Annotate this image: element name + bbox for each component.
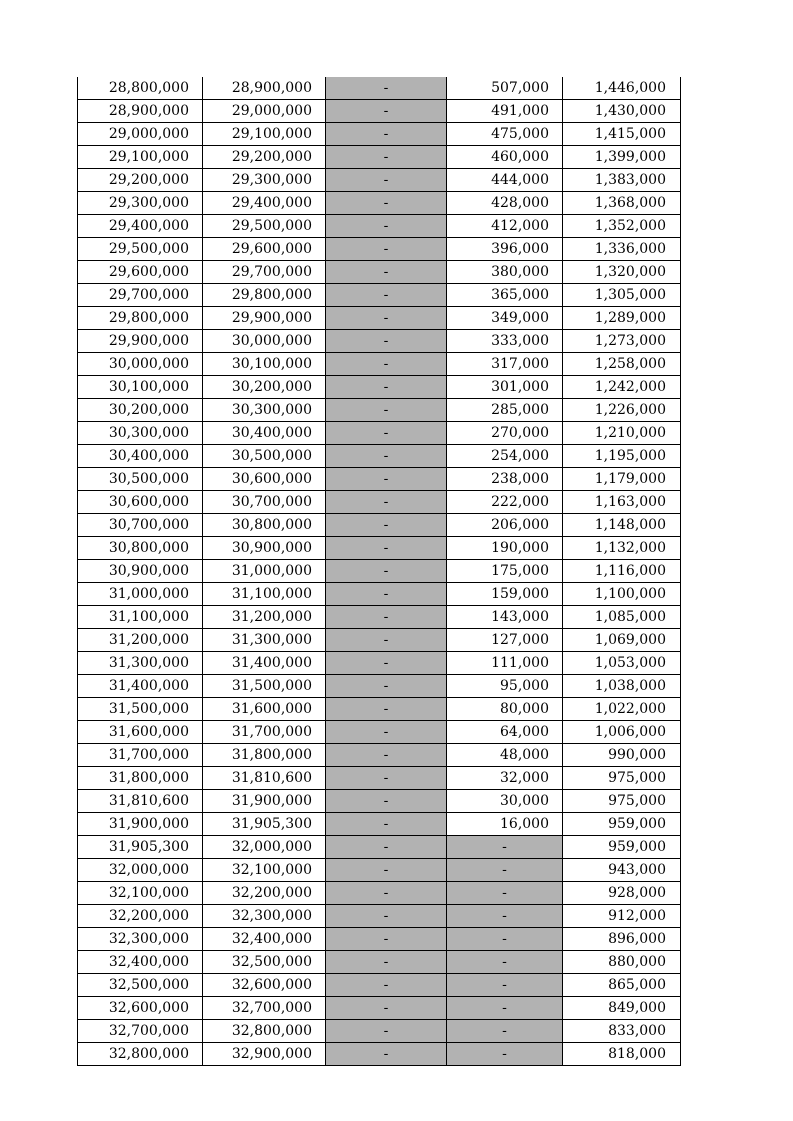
column-4-cell: -	[447, 951, 563, 974]
column-4-cell: -	[447, 905, 563, 928]
table-row	[78, 652, 681, 675]
range-from-cell: 31,810,600	[78, 790, 203, 813]
range-to-cell: 32,400,000	[203, 928, 326, 951]
column-4-cell: 159,000	[447, 583, 563, 606]
range-from-cell: 30,600,000	[78, 491, 203, 514]
column-4-cell: 238,000	[447, 468, 563, 491]
column-5-cell: 1,289,000	[563, 307, 681, 330]
range-to-cell: 31,905,300	[203, 813, 326, 836]
range-from-cell: 29,300,000	[78, 192, 203, 215]
column-3-cell: -	[326, 422, 447, 445]
column-3-cell: -	[326, 491, 447, 514]
table-row	[78, 882, 681, 905]
range-to-cell: 32,500,000	[203, 951, 326, 974]
table-row	[78, 468, 681, 491]
column-5-cell: 1,100,000	[563, 583, 681, 606]
column-3-cell: -	[326, 445, 447, 468]
column-5-cell: 1,383,000	[563, 169, 681, 192]
column-5-cell: 1,273,000	[563, 330, 681, 353]
column-3-cell: -	[326, 813, 447, 836]
column-4-cell: 64,000	[447, 721, 563, 744]
range-from-cell: 30,300,000	[78, 422, 203, 445]
range-from-cell: 32,000,000	[78, 859, 203, 882]
table-row	[78, 100, 681, 123]
range-to-cell: 31,400,000	[203, 652, 326, 675]
range-to-cell: 29,900,000	[203, 307, 326, 330]
range-to-cell: 32,800,000	[203, 1020, 326, 1043]
column-3-cell: -	[326, 997, 447, 1020]
range-to-cell: 32,200,000	[203, 882, 326, 905]
column-5-cell: 1,022,000	[563, 698, 681, 721]
range-to-cell: 30,100,000	[203, 353, 326, 376]
column-5-cell: 975,000	[563, 767, 681, 790]
column-5-cell: 1,399,000	[563, 146, 681, 169]
table-row	[78, 606, 681, 629]
column-5-cell: 959,000	[563, 813, 681, 836]
column-3-cell: -	[326, 468, 447, 491]
range-from-cell: 31,300,000	[78, 652, 203, 675]
column-5-cell: 1,195,000	[563, 445, 681, 468]
column-4-cell: 48,000	[447, 744, 563, 767]
range-to-cell: 31,800,000	[203, 744, 326, 767]
table-row	[78, 1020, 681, 1043]
column-5-cell: 849,000	[563, 997, 681, 1020]
column-4-cell: 460,000	[447, 146, 563, 169]
column-4-cell: 285,000	[447, 399, 563, 422]
column-4-cell: 396,000	[447, 238, 563, 261]
column-5-cell: 975,000	[563, 790, 681, 813]
table-row	[78, 767, 681, 790]
range-to-cell: 30,600,000	[203, 468, 326, 491]
column-5-cell: 959,000	[563, 836, 681, 859]
column-5-cell: 1,305,000	[563, 284, 681, 307]
column-5-cell: 943,000	[563, 859, 681, 882]
column-5-cell: 818,000	[563, 1043, 681, 1066]
table-row	[78, 422, 681, 445]
column-4-cell: 317,000	[447, 353, 563, 376]
table-row	[78, 675, 681, 698]
table-row	[78, 836, 681, 859]
column-5-cell: 833,000	[563, 1020, 681, 1043]
column-3-cell: -	[326, 1043, 447, 1066]
range-to-cell: 31,900,000	[203, 790, 326, 813]
column-3-cell: -	[326, 353, 447, 376]
column-3-cell: -	[326, 583, 447, 606]
range-to-cell: 30,000,000	[203, 330, 326, 353]
table-row	[78, 77, 681, 100]
range-from-cell: 28,800,000	[78, 77, 203, 100]
column-3-cell: -	[326, 790, 447, 813]
range-from-cell: 32,100,000	[78, 882, 203, 905]
column-4-cell: 95,000	[447, 675, 563, 698]
table-row	[78, 330, 681, 353]
range-to-cell: 29,200,000	[203, 146, 326, 169]
range-to-cell: 30,300,000	[203, 399, 326, 422]
table-row	[78, 859, 681, 882]
range-from-cell: 29,400,000	[78, 215, 203, 238]
column-5-cell: 1,352,000	[563, 215, 681, 238]
column-5-cell: 1,430,000	[563, 100, 681, 123]
range-from-cell: 31,905,300	[78, 836, 203, 859]
table-row	[78, 353, 681, 376]
range-to-cell: 29,400,000	[203, 192, 326, 215]
column-3-cell: -	[326, 721, 447, 744]
column-3-cell: -	[326, 330, 447, 353]
column-4-cell: 254,000	[447, 445, 563, 468]
column-3-cell: -	[326, 77, 447, 100]
table-row	[78, 698, 681, 721]
range-to-cell: 31,700,000	[203, 721, 326, 744]
column-5-cell: 1,053,000	[563, 652, 681, 675]
range-to-cell: 29,300,000	[203, 169, 326, 192]
column-4-cell: 507,000	[447, 77, 563, 100]
column-4-cell: 16,000	[447, 813, 563, 836]
column-3-cell: -	[326, 698, 447, 721]
range-to-cell: 30,200,000	[203, 376, 326, 399]
column-3-cell: -	[326, 629, 447, 652]
range-from-cell: 31,100,000	[78, 606, 203, 629]
column-3-cell: -	[326, 882, 447, 905]
range-from-cell: 30,400,000	[78, 445, 203, 468]
column-3-cell: -	[326, 905, 447, 928]
column-4-cell: 143,000	[447, 606, 563, 629]
column-4-cell: 175,000	[447, 560, 563, 583]
column-5-cell: 1,242,000	[563, 376, 681, 399]
column-5-cell: 1,038,000	[563, 675, 681, 698]
table-row	[78, 974, 681, 997]
column-3-cell: -	[326, 560, 447, 583]
range-to-cell: 30,900,000	[203, 537, 326, 560]
column-4-cell: 365,000	[447, 284, 563, 307]
column-4-cell: 32,000	[447, 767, 563, 790]
range-from-cell: 28,900,000	[78, 100, 203, 123]
table-row	[78, 192, 681, 215]
column-5-cell: 1,132,000	[563, 537, 681, 560]
range-to-cell: 29,000,000	[203, 100, 326, 123]
table-row	[78, 514, 681, 537]
table-row	[78, 721, 681, 744]
table-row	[78, 560, 681, 583]
table-row	[78, 491, 681, 514]
column-5-cell: 990,000	[563, 744, 681, 767]
column-4-cell: 333,000	[447, 330, 563, 353]
column-4-cell: 190,000	[447, 537, 563, 560]
range-from-cell: 30,100,000	[78, 376, 203, 399]
range-to-cell: 31,810,600	[203, 767, 326, 790]
column-5-cell: 912,000	[563, 905, 681, 928]
column-3-cell: -	[326, 514, 447, 537]
column-3-cell: -	[326, 146, 447, 169]
column-3-cell: -	[326, 974, 447, 997]
table-row	[78, 169, 681, 192]
column-3-cell: -	[326, 123, 447, 146]
column-4-cell: -	[447, 1020, 563, 1043]
column-5-cell: 1,368,000	[563, 192, 681, 215]
column-5-cell: 865,000	[563, 974, 681, 997]
column-3-cell: -	[326, 307, 447, 330]
column-4-cell: 127,000	[447, 629, 563, 652]
column-5-cell: 1,336,000	[563, 238, 681, 261]
table-row	[78, 261, 681, 284]
column-3-cell: -	[326, 376, 447, 399]
column-4-cell: -	[447, 882, 563, 905]
range-to-cell: 31,100,000	[203, 583, 326, 606]
column-5-cell: 1,320,000	[563, 261, 681, 284]
table-row	[78, 284, 681, 307]
column-5-cell: 1,446,000	[563, 77, 681, 100]
table-row	[78, 813, 681, 836]
range-from-cell: 32,800,000	[78, 1043, 203, 1066]
range-to-cell: 32,100,000	[203, 859, 326, 882]
column-4-cell: 222,000	[447, 491, 563, 514]
column-3-cell: -	[326, 652, 447, 675]
range-to-cell: 29,500,000	[203, 215, 326, 238]
range-to-cell: 29,800,000	[203, 284, 326, 307]
range-to-cell: 31,600,000	[203, 698, 326, 721]
range-from-cell: 30,900,000	[78, 560, 203, 583]
column-5-cell: 1,085,000	[563, 606, 681, 629]
column-3-cell: -	[326, 744, 447, 767]
table-row	[78, 537, 681, 560]
range-from-cell: 29,900,000	[78, 330, 203, 353]
column-5-cell: 880,000	[563, 951, 681, 974]
table-row	[78, 376, 681, 399]
column-3-cell: -	[326, 767, 447, 790]
range-to-cell: 30,400,000	[203, 422, 326, 445]
table-row	[78, 399, 681, 422]
range-from-cell: 31,800,000	[78, 767, 203, 790]
column-4-cell: 428,000	[447, 192, 563, 215]
range-from-cell: 31,400,000	[78, 675, 203, 698]
column-3-cell: -	[326, 192, 447, 215]
table-row	[78, 583, 681, 606]
table-row	[78, 146, 681, 169]
column-5-cell: 1,069,000	[563, 629, 681, 652]
table-row	[78, 445, 681, 468]
column-3-cell: -	[326, 399, 447, 422]
column-4-cell: 380,000	[447, 261, 563, 284]
table-row	[78, 215, 681, 238]
range-to-cell: 30,700,000	[203, 491, 326, 514]
tax-table	[77, 77, 681, 1066]
column-3-cell: -	[326, 951, 447, 974]
table-row	[78, 307, 681, 330]
table-row	[78, 238, 681, 261]
column-4-cell: -	[447, 859, 563, 882]
column-5-cell: 1,116,000	[563, 560, 681, 583]
column-3-cell: -	[326, 675, 447, 698]
column-3-cell: -	[326, 1020, 447, 1043]
range-to-cell: 31,300,000	[203, 629, 326, 652]
column-4-cell: 270,000	[447, 422, 563, 445]
range-to-cell: 32,000,000	[203, 836, 326, 859]
column-5-cell: 1,258,000	[563, 353, 681, 376]
column-3-cell: -	[326, 537, 447, 560]
column-3-cell: -	[326, 238, 447, 261]
range-to-cell: 32,700,000	[203, 997, 326, 1020]
column-3-cell: -	[326, 606, 447, 629]
column-4-cell: 349,000	[447, 307, 563, 330]
column-3-cell: -	[326, 836, 447, 859]
table-row	[78, 629, 681, 652]
range-from-cell: 31,000,000	[78, 583, 203, 606]
column-3-cell: -	[326, 215, 447, 238]
column-5-cell: 1,415,000	[563, 123, 681, 146]
range-from-cell: 29,800,000	[78, 307, 203, 330]
range-from-cell: 32,500,000	[78, 974, 203, 997]
range-from-cell: 29,500,000	[78, 238, 203, 261]
table-row	[78, 928, 681, 951]
table-row	[78, 790, 681, 813]
range-from-cell: 29,000,000	[78, 123, 203, 146]
range-from-cell: 30,200,000	[78, 399, 203, 422]
column-3-cell: -	[326, 928, 447, 951]
range-to-cell: 31,200,000	[203, 606, 326, 629]
column-4-cell: -	[447, 836, 563, 859]
column-5-cell: 896,000	[563, 928, 681, 951]
range-to-cell: 32,300,000	[203, 905, 326, 928]
range-to-cell: 31,000,000	[203, 560, 326, 583]
range-from-cell: 32,400,000	[78, 951, 203, 974]
column-4-cell: 206,000	[447, 514, 563, 537]
column-4-cell: -	[447, 974, 563, 997]
column-4-cell: 30,000	[447, 790, 563, 813]
column-4-cell: 444,000	[447, 169, 563, 192]
table-row	[78, 905, 681, 928]
column-5-cell: 1,226,000	[563, 399, 681, 422]
range-to-cell: 28,900,000	[203, 77, 326, 100]
range-to-cell: 31,500,000	[203, 675, 326, 698]
range-to-cell: 29,700,000	[203, 261, 326, 284]
range-from-cell: 30,500,000	[78, 468, 203, 491]
range-from-cell: 32,300,000	[78, 928, 203, 951]
table-row	[78, 744, 681, 767]
column-4-cell: -	[447, 928, 563, 951]
column-4-cell: -	[447, 1043, 563, 1066]
range-from-cell: 32,600,000	[78, 997, 203, 1020]
column-4-cell: 111,000	[447, 652, 563, 675]
column-3-cell: -	[326, 859, 447, 882]
range-to-cell: 29,600,000	[203, 238, 326, 261]
range-to-cell: 30,500,000	[203, 445, 326, 468]
column-4-cell: 491,000	[447, 100, 563, 123]
column-3-cell: -	[326, 100, 447, 123]
column-3-cell: -	[326, 284, 447, 307]
table-row	[78, 1043, 681, 1066]
column-5-cell: 1,179,000	[563, 468, 681, 491]
range-from-cell: 29,100,000	[78, 146, 203, 169]
column-4-cell: 301,000	[447, 376, 563, 399]
range-from-cell: 30,700,000	[78, 514, 203, 537]
column-4-cell: 475,000	[447, 123, 563, 146]
range-from-cell: 31,200,000	[78, 629, 203, 652]
table-row	[78, 997, 681, 1020]
range-to-cell: 32,600,000	[203, 974, 326, 997]
range-from-cell: 31,600,000	[78, 721, 203, 744]
column-4-cell: -	[447, 997, 563, 1020]
range-to-cell: 32,900,000	[203, 1043, 326, 1066]
range-from-cell: 31,700,000	[78, 744, 203, 767]
column-5-cell: 1,210,000	[563, 422, 681, 445]
column-5-cell: 1,163,000	[563, 491, 681, 514]
column-5-cell: 928,000	[563, 882, 681, 905]
range-from-cell: 30,000,000	[78, 353, 203, 376]
column-3-cell: -	[326, 169, 447, 192]
column-5-cell: 1,148,000	[563, 514, 681, 537]
range-from-cell: 31,500,000	[78, 698, 203, 721]
range-from-cell: 29,700,000	[78, 284, 203, 307]
column-4-cell: 80,000	[447, 698, 563, 721]
range-to-cell: 29,100,000	[203, 123, 326, 146]
table-row	[78, 123, 681, 146]
range-from-cell: 31,900,000	[78, 813, 203, 836]
tax-table-body	[78, 77, 681, 1066]
range-from-cell: 29,600,000	[78, 261, 203, 284]
range-from-cell: 29,200,000	[78, 169, 203, 192]
range-from-cell: 30,800,000	[78, 537, 203, 560]
column-4-cell: 412,000	[447, 215, 563, 238]
range-from-cell: 32,700,000	[78, 1020, 203, 1043]
range-from-cell: 32,200,000	[78, 905, 203, 928]
table-row	[78, 951, 681, 974]
column-5-cell: 1,006,000	[563, 721, 681, 744]
column-3-cell: -	[326, 261, 447, 284]
range-to-cell: 30,800,000	[203, 514, 326, 537]
